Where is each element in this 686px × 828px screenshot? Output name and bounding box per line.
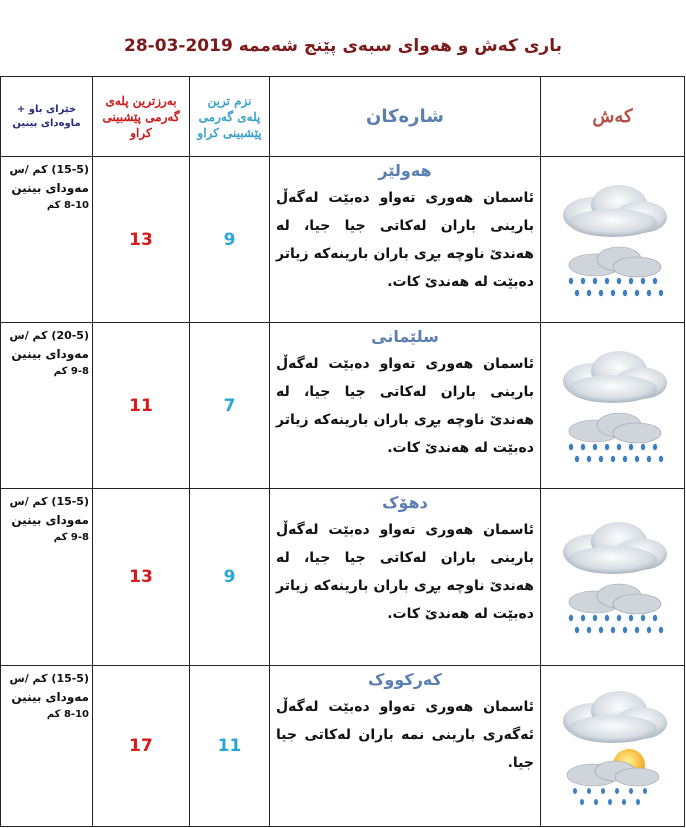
header-wind-line2: ماوەدای بینین xyxy=(12,117,81,129)
max-temp: 13 xyxy=(93,489,190,666)
city-name: کەرکووک xyxy=(368,670,442,689)
city-forecast xyxy=(270,157,541,323)
min-temp: 11 xyxy=(190,666,270,827)
rain-cloud-icon xyxy=(553,580,673,640)
city-forecast xyxy=(270,323,541,489)
wind-speed: (15-5) کم /س xyxy=(9,495,89,508)
forecast-text: ئاسمان هەوری تەواو دەبێت لەگەڵ بارینی باران لەکاتی جیا جیا، لە هەندێ ناوچە بڕی باران بارینەکە زیاتر دەبێت لە هەندێ کات. xyxy=(276,522,534,622)
city-forecast xyxy=(270,666,541,827)
city-name: سلێمانی xyxy=(371,327,439,346)
header-min-temp xyxy=(190,77,270,157)
forecast-text: ئاسمان هەوری تەواو دەبێت لەگەڵ بارینی باران لەکاتی جیا جیا، لە هەندێ ناوچە بڕی باران بارینەکە زیاتر دەبێت لە هەندێ کات. xyxy=(276,356,534,456)
condition-icons xyxy=(541,323,685,489)
header-max-temp xyxy=(93,77,190,157)
visibility-range: 9-8 کم xyxy=(53,532,89,543)
wind-speed: (15-5) کم /س xyxy=(9,672,89,685)
rain-cloud-icon xyxy=(553,243,673,303)
visibility-label: مەودای بینین xyxy=(11,347,89,361)
header-max-line2: گەرمی پێشبینی xyxy=(102,109,180,124)
sun-rain-cloud-icon xyxy=(553,749,673,809)
condition-icons xyxy=(541,157,685,323)
header-min-line2: پلەی گەرمی xyxy=(198,109,261,124)
wind-visibility-cell xyxy=(1,323,93,489)
wind-speed: (20-5) کم /س xyxy=(9,329,89,342)
wind-speed: (15-5) کم /س xyxy=(9,163,89,176)
header-cities: شارەکان xyxy=(270,77,541,157)
visibility-range: 8-10 کم xyxy=(46,709,89,720)
header-min-line1: نزم ترین xyxy=(207,93,252,108)
table-row xyxy=(1,489,685,666)
cloudy-icon xyxy=(553,177,673,243)
header-min-line3: پێشبینی کراو xyxy=(197,125,262,140)
min-temp: 7 xyxy=(190,323,270,489)
header-wind-visibility xyxy=(1,77,93,157)
header-wind-line1: خێرای باو + xyxy=(16,103,77,115)
city-name: هەولێر xyxy=(378,161,432,180)
condition-icons xyxy=(541,666,685,827)
header-max-line3: کراو xyxy=(130,125,152,140)
city-forecast xyxy=(270,489,541,666)
cloudy-icon xyxy=(553,343,673,409)
header-row xyxy=(1,77,685,157)
wind-visibility-cell xyxy=(1,157,93,323)
page-title: باری کەش و هەوای سبەی پێنج شەممە 2019-03-28 xyxy=(124,36,562,56)
visibility-label: مەودای بینین xyxy=(11,690,89,704)
table-row xyxy=(1,323,685,489)
min-temp: 9 xyxy=(190,157,270,323)
max-temp: 17 xyxy=(93,666,190,827)
condition-icons xyxy=(541,489,685,666)
max-temp: 13 xyxy=(93,157,190,323)
visibility-label: مەودای بینین xyxy=(11,181,89,195)
visibility-range: 9-8 کم xyxy=(53,366,89,377)
rain-cloud-icon xyxy=(553,409,673,469)
weather-table xyxy=(0,76,685,827)
min-temp: 9 xyxy=(190,489,270,666)
header-condition: کەش xyxy=(541,77,685,157)
header-max-line1: بەرزترین پلەی xyxy=(105,93,177,108)
max-temp: 11 xyxy=(93,323,190,489)
table-row xyxy=(1,666,685,827)
forecast-text: ئاسمان هەوری تەواو دەبێت لەگەڵ ئەگەری بارینی نمە باران لەکاتی جیا جیا. xyxy=(276,699,534,771)
table-row xyxy=(1,157,685,323)
city-name: دهۆک xyxy=(382,493,428,512)
visibility-label: مەودای بینین xyxy=(11,513,89,527)
forecast-text: ئاسمان هەوری تەواو دەبێت لەگەڵ بارینی باران لەکاتی جیا جیا، لە هەندێ ناوچە بڕی باران بارینەکە زیاتر دەبێت لە هەندێ کات. xyxy=(276,190,534,290)
visibility-range: 8-10 کم xyxy=(46,200,89,211)
wind-visibility-cell xyxy=(1,666,93,827)
cloudy-icon xyxy=(553,514,673,580)
wind-visibility-cell xyxy=(1,489,93,666)
cloudy-icon xyxy=(553,683,673,749)
